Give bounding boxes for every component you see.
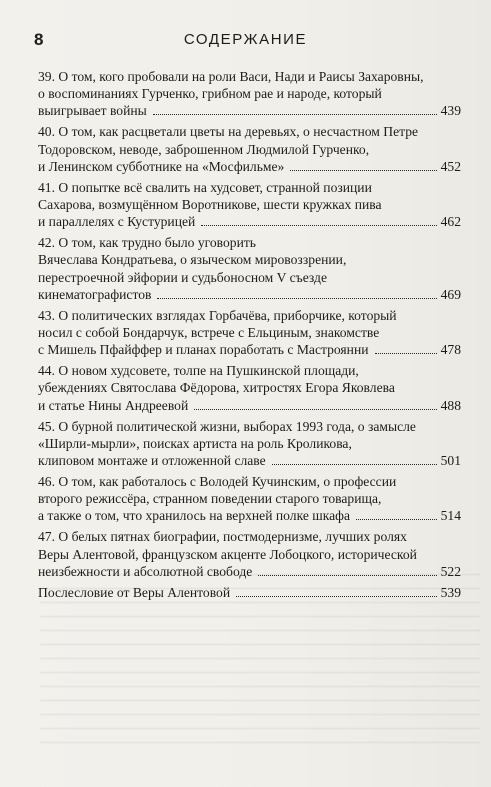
toc-entry-line: второго режиссёра, странном поведении старого товарища, <box>38 491 382 507</box>
toc-page-number: 452 <box>440 158 461 174</box>
toc-entry-line: 39. О том, кого пробовали на роли Васи, Нади и Раисы Захаровны, <box>38 69 424 84</box>
toc-page-number: 514 <box>440 508 461 524</box>
toc-entry-line: 44. О новом худсовете, толпе на Пушкинской площади, <box>38 363 359 379</box>
toc-entry-line: 41. О попытке всё свалить на худсовет, странной позиции <box>38 179 372 195</box>
toc-entry <box>38 584 461 601</box>
dot-leader <box>157 298 436 299</box>
toc-entry-final-line <box>38 286 461 303</box>
toc-page-number: 488 <box>440 397 461 413</box>
toc-entry-title-end: кинематографистов <box>38 286 152 302</box>
toc-entry-line: 42. О том, как трудно было уговорить <box>38 235 256 251</box>
toc-entry-title-end: Послесловие от Веры Алентовой <box>38 584 231 600</box>
toc-entry-line: 40. О том, как расцветали цветы на деревьях, о несчастном Петре <box>38 124 419 140</box>
toc-entry-line: Сахарова, возмущённом Воротникове, шести кружках пива <box>38 197 382 213</box>
toc-entry-line: убеждениях Святослава Фёдорова, хитростях Егора Яковлева <box>38 380 395 396</box>
toc-entry-final-line <box>38 158 461 175</box>
dot-leader <box>356 519 437 520</box>
toc-entry <box>38 528 461 580</box>
toc-entry-final-line <box>38 102 461 119</box>
toc-entry-line: Веры Алентовой, французском акценте Лобоцкого, исторической <box>38 546 417 562</box>
page-number: 8 <box>34 30 44 49</box>
toc-entry <box>38 418 461 470</box>
toc-entry <box>38 362 461 414</box>
toc-page-number: 522 <box>440 563 461 579</box>
running-head: СОДЕРЖАНИЕ <box>183 31 308 48</box>
dot-leader <box>375 353 437 354</box>
toc-entry-title-end: неизбежности и абсолютной свободе <box>38 563 253 579</box>
toc-entry-line: 46. О том, как работалось с Володей Кучинским, о профессии <box>38 474 397 490</box>
toc-entry <box>38 68 461 120</box>
toc-entry-final-line <box>38 397 461 414</box>
toc-entry-line: 43. О политических взглядах Горбачёва, приборчике, который <box>38 307 397 323</box>
dot-leader <box>236 596 436 597</box>
dot-leader <box>272 464 437 465</box>
toc-entry-final-line <box>38 452 461 469</box>
dot-leader <box>153 114 437 115</box>
toc-entry-title-end: клиповом монтаже и отложенной славе <box>38 453 266 469</box>
dot-leader <box>290 170 436 171</box>
toc-entry-line: «Ширли-мырли», поисках артиста на роль Кроликова, <box>38 435 352 451</box>
toc-entry-title-end: и параллелях с Кустурицей <box>38 214 196 230</box>
toc-entry-line: 45. О бурной политической жизни, выборах 1993 года, о замысле <box>38 418 416 434</box>
toc-entry-line: Тодоровском, неводе, заброшенном Людмилой Гурченко, <box>38 141 370 157</box>
toc-entry-line: о воспоминаниях Гурченко, грибном рае и народе, который <box>38 86 382 102</box>
table-of-contents <box>38 68 461 605</box>
toc-entry-title-end: и Ленинском субботнике на «Мосфильме» <box>38 158 285 174</box>
dot-leader <box>201 225 436 226</box>
toc-entry-final-line <box>38 507 461 524</box>
toc-entry-final-line <box>38 341 461 358</box>
toc-page-number: 501 <box>440 453 461 469</box>
dot-leader <box>258 575 436 576</box>
toc-page-number: 478 <box>440 342 461 358</box>
toc-entry-title-end: с Мишель Пфайффер и планах поработать с Мастроянни <box>38 342 369 358</box>
toc-page-number: 469 <box>440 286 461 302</box>
toc-entry-title-end: выигрывает войны <box>38 103 147 119</box>
toc-entry-line: Вячеслава Кондратьева, о языческом мировоззрении, <box>38 252 347 268</box>
page-header <box>34 30 457 50</box>
toc-entry-line: носил с собой Бондарчук, встрече с Ельциным, знакомстве <box>38 325 380 341</box>
toc-page-number: 539 <box>440 584 461 600</box>
toc-entry-line: перестроечной эйфории и судьбоносном V съезде <box>38 269 327 285</box>
toc-entry-final-line <box>38 563 461 580</box>
toc-page-number: 439 <box>440 103 461 119</box>
toc-entry <box>38 179 461 231</box>
toc-entry <box>38 473 461 525</box>
toc-entry-title-end: и статье Нины Андреевой <box>38 397 189 413</box>
toc-entry-title-end: а также о том, что хранилось на верхней полке шкафа <box>38 508 351 524</box>
toc-entry-final-line <box>38 213 461 230</box>
toc-entry <box>38 234 461 303</box>
toc-entry-final-line <box>38 584 461 601</box>
toc-page-number: 462 <box>440 214 461 230</box>
toc-entry <box>38 123 461 175</box>
dot-leader <box>194 409 436 410</box>
toc-entry <box>38 307 461 359</box>
toc-entry-line: 47. О белых пятнах биографии, постмодернизме, лучших ролях <box>38 529 407 545</box>
